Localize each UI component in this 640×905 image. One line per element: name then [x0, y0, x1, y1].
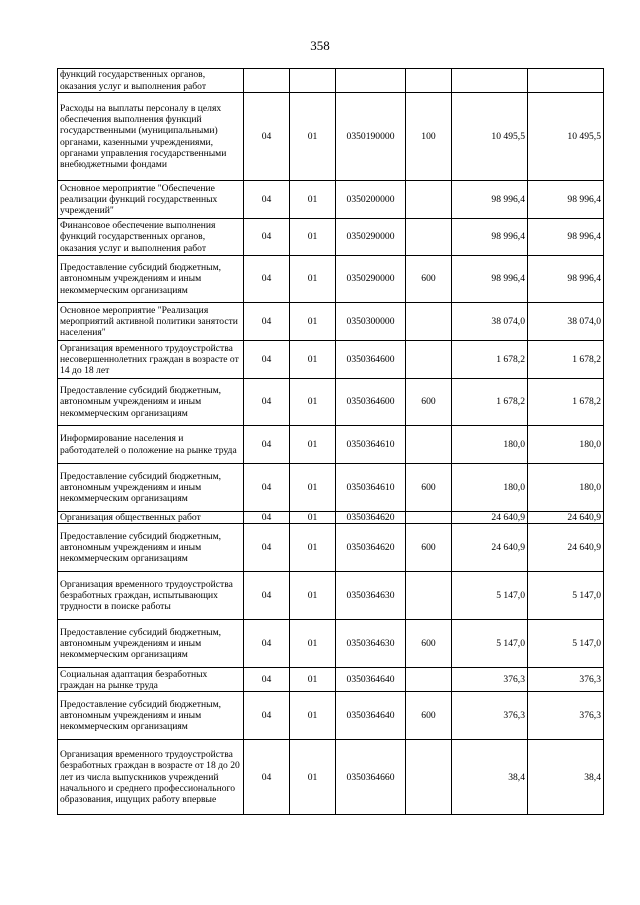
cell-csr: 0350364620	[336, 512, 406, 524]
cell-sum2: 180,0	[528, 426, 604, 464]
cell-rz: 04	[244, 256, 290, 303]
table-row	[58, 303, 604, 341]
cell-vr	[406, 740, 452, 815]
cell-name: Информирование населения и работодателей о положение на рынке труда	[58, 426, 244, 464]
cell-csr: 0350190000	[336, 93, 406, 181]
cell-rz: 04	[244, 620, 290, 668]
table-row	[58, 93, 604, 181]
cell-sum2: 5 147,0	[528, 620, 604, 668]
cell-pr: 01	[290, 620, 336, 668]
budget-table	[57, 68, 604, 815]
cell-sum2: 24 640,9	[528, 524, 604, 572]
cell-rz: 04	[244, 464, 290, 512]
cell-name: Предоставление субсидий бюджетным, автономным учреждениям и иным некоммерческим организациям	[58, 379, 244, 426]
cell-vr: 600	[406, 524, 452, 572]
cell-pr: 01	[290, 692, 336, 740]
cell-pr: 01	[290, 181, 336, 219]
cell-csr: 0350364620	[336, 524, 406, 572]
cell-csr	[336, 69, 406, 93]
cell-csr: 0350364610	[336, 464, 406, 512]
cell-rz: 04	[244, 93, 290, 181]
cell-sum1: 180,0	[452, 426, 528, 464]
cell-csr: 0350200000	[336, 181, 406, 219]
cell-pr	[290, 69, 336, 93]
cell-csr: 0350364660	[336, 740, 406, 815]
cell-vr: 600	[406, 620, 452, 668]
table-row	[58, 256, 604, 303]
cell-rz: 04	[244, 426, 290, 464]
cell-vr: 600	[406, 379, 452, 426]
cell-sum2: 10 495,5	[528, 93, 604, 181]
cell-vr	[406, 668, 452, 692]
table-row	[58, 379, 604, 426]
cell-name: Предоставление субсидий бюджетным, автономным учреждениям и иным некоммерческим организациям	[58, 620, 244, 668]
cell-name: Организация временного трудоустройства безработных граждан в возрасте от 18 до 20 лет из числа выпускников учреждений начального и среднего профессионального образования, ищущих работу впервые	[58, 740, 244, 815]
cell-sum1: 24 640,9	[452, 512, 528, 524]
cell-name: Организация временного трудоустройства безработных граждан, испытывающих трудности в поиске работы	[58, 572, 244, 620]
cell-sum2: 376,3	[528, 668, 604, 692]
cell-vr	[406, 572, 452, 620]
cell-sum1: 376,3	[452, 668, 528, 692]
cell-sum1: 24 640,9	[452, 524, 528, 572]
cell-csr: 0350364630	[336, 620, 406, 668]
cell-rz: 04	[244, 181, 290, 219]
cell-sum1: 376,3	[452, 692, 528, 740]
cell-vr	[406, 426, 452, 464]
cell-vr	[406, 341, 452, 379]
cell-csr: 0350290000	[336, 219, 406, 256]
cell-csr: 0350300000	[336, 303, 406, 341]
cell-rz: 04	[244, 524, 290, 572]
cell-name: Организация временного трудоустройства несовершеннолетних граждан в возрасте от 14 до 18 лет	[58, 341, 244, 379]
table-row	[58, 620, 604, 668]
cell-pr: 01	[290, 740, 336, 815]
cell-name: Предоставление субсидий бюджетным, автономным учреждениям и иным некоммерческим организациям	[58, 256, 244, 303]
cell-sum1: 98 996,4	[452, 256, 528, 303]
cell-pr: 01	[290, 426, 336, 464]
cell-pr: 01	[290, 256, 336, 303]
cell-sum1: 180,0	[452, 464, 528, 512]
cell-rz: 04	[244, 303, 290, 341]
cell-name: Организация общественных работ	[58, 512, 244, 524]
cell-vr	[406, 512, 452, 524]
cell-sum1: 38 074,0	[452, 303, 528, 341]
cell-sum2: 1 678,2	[528, 379, 604, 426]
table-row	[58, 692, 604, 740]
table-row	[58, 512, 604, 524]
cell-name: Основное мероприятие "Реализация мероприятий активной политики занятости населения"	[58, 303, 244, 341]
cell-vr: 100	[406, 93, 452, 181]
cell-vr	[406, 181, 452, 219]
page-number: 358	[310, 38, 330, 53]
cell-pr: 01	[290, 379, 336, 426]
table-row	[58, 181, 604, 219]
cell-rz: 04	[244, 341, 290, 379]
cell-name: Предоставление субсидий бюджетным, автономным учреждениям и иным некоммерческим организациям	[58, 464, 244, 512]
cell-csr: 0350364640	[336, 668, 406, 692]
table-row	[58, 219, 604, 256]
cell-pr: 01	[290, 341, 336, 379]
cell-sum1: 5 147,0	[452, 620, 528, 668]
table-row	[58, 69, 604, 93]
cell-sum2: 1 678,2	[528, 341, 604, 379]
cell-name: Предоставление субсидий бюджетным, автономным учреждениям и иным некоммерческим организациям	[58, 692, 244, 740]
cell-vr: 600	[406, 692, 452, 740]
cell-rz: 04	[244, 668, 290, 692]
cell-sum1	[452, 69, 528, 93]
cell-vr: 600	[406, 256, 452, 303]
cell-rz: 04	[244, 692, 290, 740]
cell-csr: 0350364630	[336, 572, 406, 620]
cell-name: Финансовое обеспечение выполнения функций государственных органов, оказания услуг и выполнения работ	[58, 219, 244, 256]
cell-sum1: 38,4	[452, 740, 528, 815]
cell-sum2: 98 996,4	[528, 256, 604, 303]
cell-pr: 01	[290, 303, 336, 341]
cell-rz: 04	[244, 512, 290, 524]
cell-pr: 01	[290, 219, 336, 256]
cell-name: Основное мероприятие "Обеспечение реализации функций государственных учреждений"	[58, 181, 244, 219]
cell-sum1: 1 678,2	[452, 379, 528, 426]
cell-pr: 01	[290, 512, 336, 524]
cell-sum2: 98 996,4	[528, 181, 604, 219]
cell-pr: 01	[290, 524, 336, 572]
table-row	[58, 572, 604, 620]
cell-pr: 01	[290, 464, 336, 512]
table-row	[58, 524, 604, 572]
cell-rz: 04	[244, 740, 290, 815]
cell-vr	[406, 303, 452, 341]
cell-sum2	[528, 69, 604, 93]
cell-name: Предоставление субсидий бюджетным, автономным учреждениям и иным некоммерческим организациям	[58, 524, 244, 572]
cell-rz: 04	[244, 379, 290, 426]
cell-sum1: 1 678,2	[452, 341, 528, 379]
cell-name: Социальная адаптация безработных граждан на рынке труда	[58, 668, 244, 692]
cell-rz: 04	[244, 219, 290, 256]
budget-table-body	[58, 69, 604, 815]
cell-sum2: 38 074,0	[528, 303, 604, 341]
table-row	[58, 341, 604, 379]
cell-sum1: 98 996,4	[452, 219, 528, 256]
cell-sum1: 98 996,4	[452, 181, 528, 219]
cell-sum1: 10 495,5	[452, 93, 528, 181]
table-row	[58, 740, 604, 815]
cell-sum2: 98 996,4	[528, 219, 604, 256]
cell-vr: 600	[406, 464, 452, 512]
cell-sum2: 24 640,9	[528, 512, 604, 524]
cell-csr: 0350290000	[336, 256, 406, 303]
cell-sum1: 5 147,0	[452, 572, 528, 620]
cell-pr: 01	[290, 93, 336, 181]
cell-vr	[406, 69, 452, 93]
cell-sum2: 376,3	[528, 692, 604, 740]
cell-csr: 0350364610	[336, 426, 406, 464]
table-row	[58, 668, 604, 692]
table-row	[58, 464, 604, 512]
cell-pr: 01	[290, 668, 336, 692]
table-row	[58, 426, 604, 464]
cell-sum2: 38,4	[528, 740, 604, 815]
cell-rz	[244, 69, 290, 93]
cell-vr	[406, 219, 452, 256]
cell-name: функций государственных органов, оказания услуг и выполнения работ	[58, 69, 244, 93]
cell-csr: 0350364600	[336, 379, 406, 426]
cell-csr: 0350364600	[336, 341, 406, 379]
cell-sum2: 5 147,0	[528, 572, 604, 620]
cell-rz: 04	[244, 572, 290, 620]
cell-sum2: 180,0	[528, 464, 604, 512]
cell-csr: 0350364640	[336, 692, 406, 740]
cell-name: Расходы на выплаты персоналу в целях обеспечения выполнения функций государственными (муниципальными) органами, казенными учреждениями, органами управления государственными внебюджетными фондами	[58, 93, 244, 181]
cell-pr: 01	[290, 572, 336, 620]
